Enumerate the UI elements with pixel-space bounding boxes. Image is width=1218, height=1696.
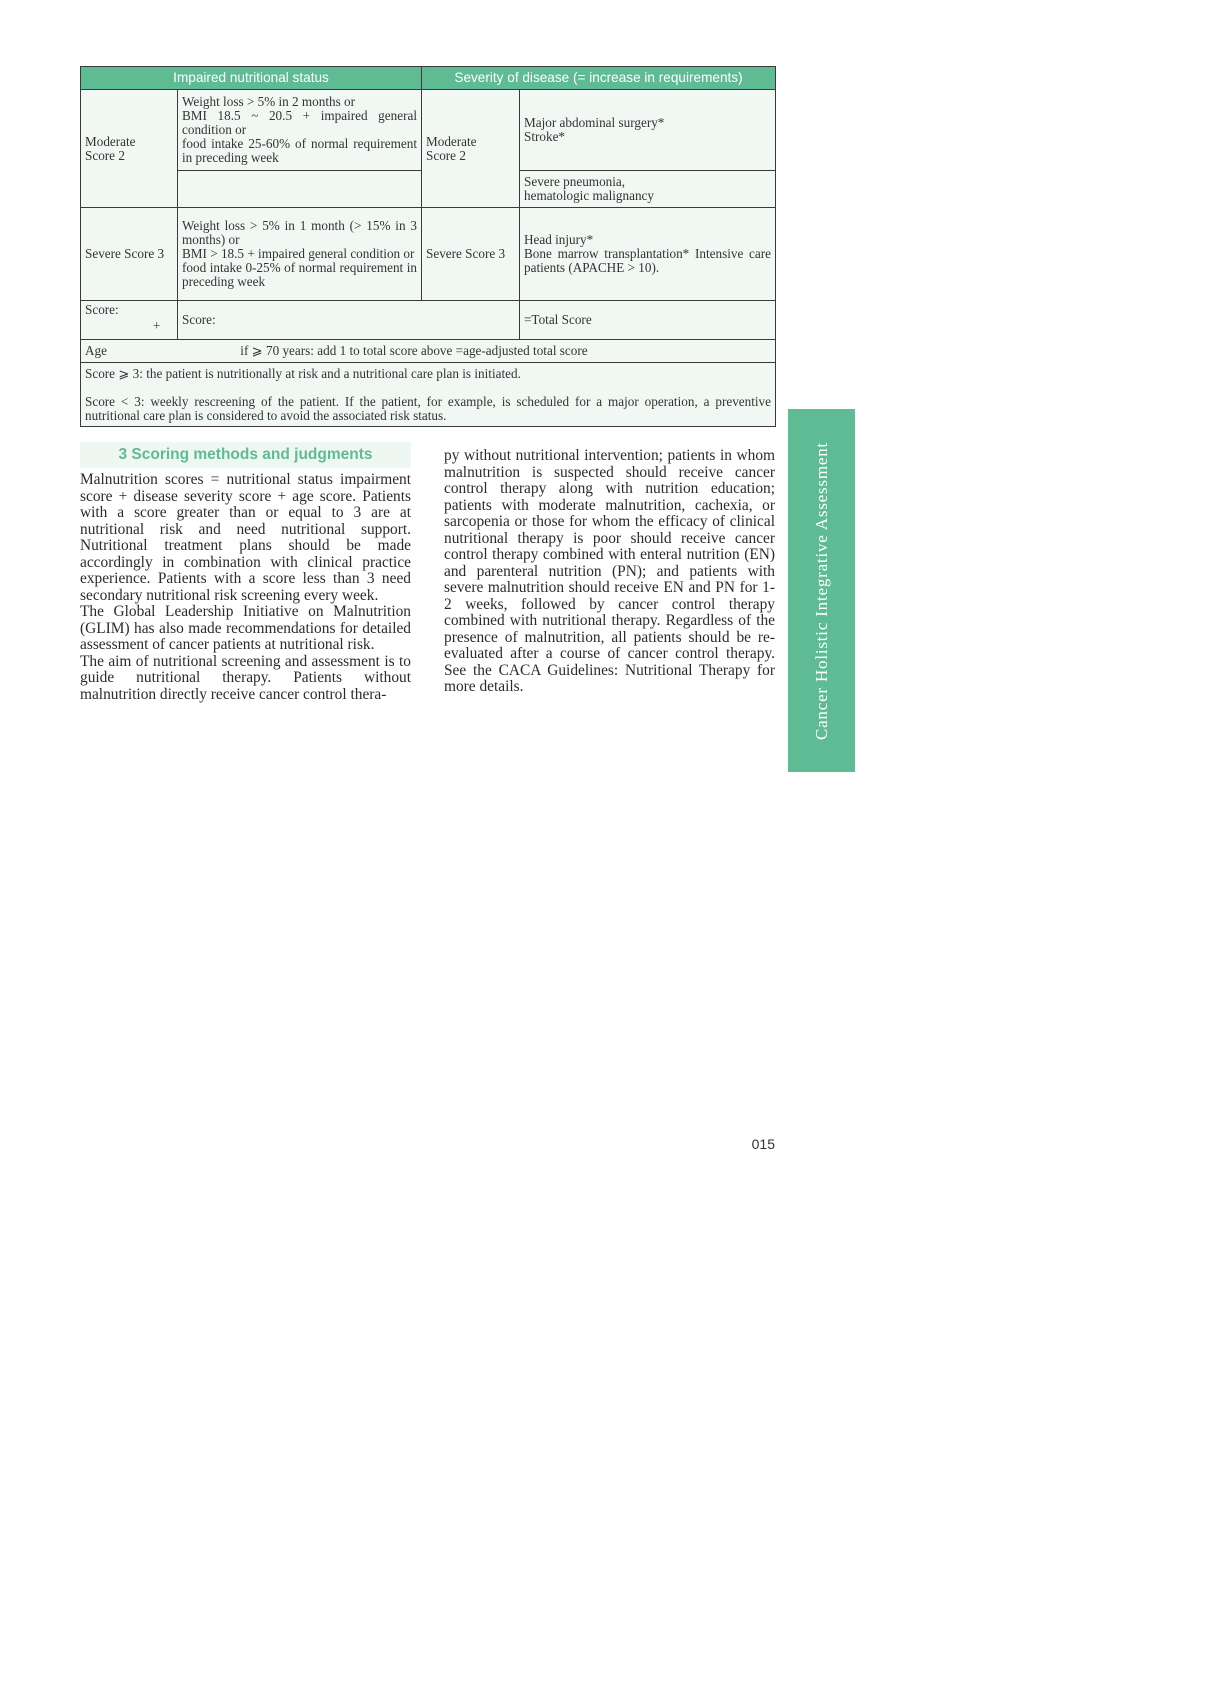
empty-cell (178, 171, 422, 208)
paragraph: py without nutritional intervention; patients in whom malnutrition is suspected should receive cancer control therapy along with nutrition education; patients with moderate malnutrition, cachexia, or sarcopenia or those for whom the efficacy of clinical nutritional therapy is poor should receive cancer control therapy combined with enteral nutrition (EN) and parenteral nutrition (PN); and patients with severe malnutrition should receive EN and PN for 1-2 weeks, followed by cancer control therapy combined with nutritional therapy. Regardless of the presence of malnutrition, all patients should be re-evaluated after a course of cancer control therapy. See the CACA Guidelines: Nutritional Therapy for more details. (444, 447, 775, 695)
chapter-side-tab (788, 409, 855, 772)
severe-severity-conditions: Head injury* Bone marrow transplantation* Intensive care patients (APACHE > 10). (520, 208, 776, 301)
paragraph: The aim of nutritional screening and assessment is to guide nutritional therapy. Patients without malnutrition directly receive cancer control thera- (80, 652, 411, 703)
score-label: Score: (85, 302, 119, 317)
severe-status-label: Severe Score 3 (81, 208, 178, 301)
age-row (81, 340, 776, 363)
table-row (81, 301, 776, 340)
total-score-cell: =Total Score (520, 301, 776, 340)
moderate-status-criteria: Weight loss > 5% in 2 months or BMI 18.5 ~ 20.5 + impaired general condition or food intake 25-60% of normal requirement in preceding week (178, 90, 422, 171)
paragraph: Malnutrition scores = nutritional status impairment score + disease severity score + age score. Patients with a score greater than or equal to 3 are at nutritional risk and need nutritional support. Nutritional treatment plans should be made accordingly in combination with clinical practice experience. Patients with a score less than 3 need secondary nutritional risk screening every week. (80, 471, 411, 604)
severe-severity-label: Severe Score 3 (422, 208, 520, 301)
age-label: Age (85, 343, 107, 358)
moderate-status-label: Moderate Score 2 (81, 90, 178, 208)
nutritional-risk-table (80, 66, 776, 427)
score-notes (81, 363, 776, 427)
table-row (81, 208, 776, 301)
score-cell-1 (81, 301, 178, 340)
severe-status-criteria: Weight loss > 5% in 1 month (> 15% in 3 months) or BMI > 18.5 + impaired general condition or food intake 0-25% of normal requirement in preceding week (178, 208, 422, 301)
table-row (81, 363, 776, 427)
moderate-severity-label: Moderate Score 2 (422, 90, 520, 208)
table-row (81, 90, 776, 171)
moderate-severity-conditions: Major abdominal surgery* Stroke* (520, 90, 776, 171)
note-at-risk: Score ⩾ 3: the patient is nutritionally at risk and a nutritional care plan is initiated. (85, 366, 521, 381)
age-rule: if ⩾ 70 years: add 1 to total score above =age-adjusted total score (240, 343, 588, 358)
page-number: 015 (751, 1136, 775, 1152)
note-rescreening: Score < 3: weekly rescreening of the patient. If the patient, for example, is scheduled for a major operation, a preventive nutritional care plan is considered to avoid the associated risk status. (85, 394, 772, 423)
header-impaired-nutritional-status: Impaired nutritional status (81, 67, 422, 90)
table-header-row (81, 67, 776, 90)
side-tab-label: Cancer Holistic Integrative Assessment (811, 441, 831, 740)
moderate-severity-conditions-2: Severe pneumonia, hematologic malignancy (520, 171, 776, 208)
score-cell-2: Score: (178, 301, 520, 340)
paragraph: The Global Leadership Initiative on Malnutrition (GLIM) has also made recommendations for detailed assessment of cancer patients at nutritional risk. (80, 603, 411, 653)
plus-sign: + (153, 318, 161, 333)
header-severity-of-disease: Severity of disease (= increase in requirements) (422, 67, 776, 90)
left-text-column (80, 472, 411, 703)
table-row (81, 340, 776, 363)
right-text-column (444, 448, 775, 696)
section-heading: 3 Scoring methods and judgments (80, 442, 411, 468)
